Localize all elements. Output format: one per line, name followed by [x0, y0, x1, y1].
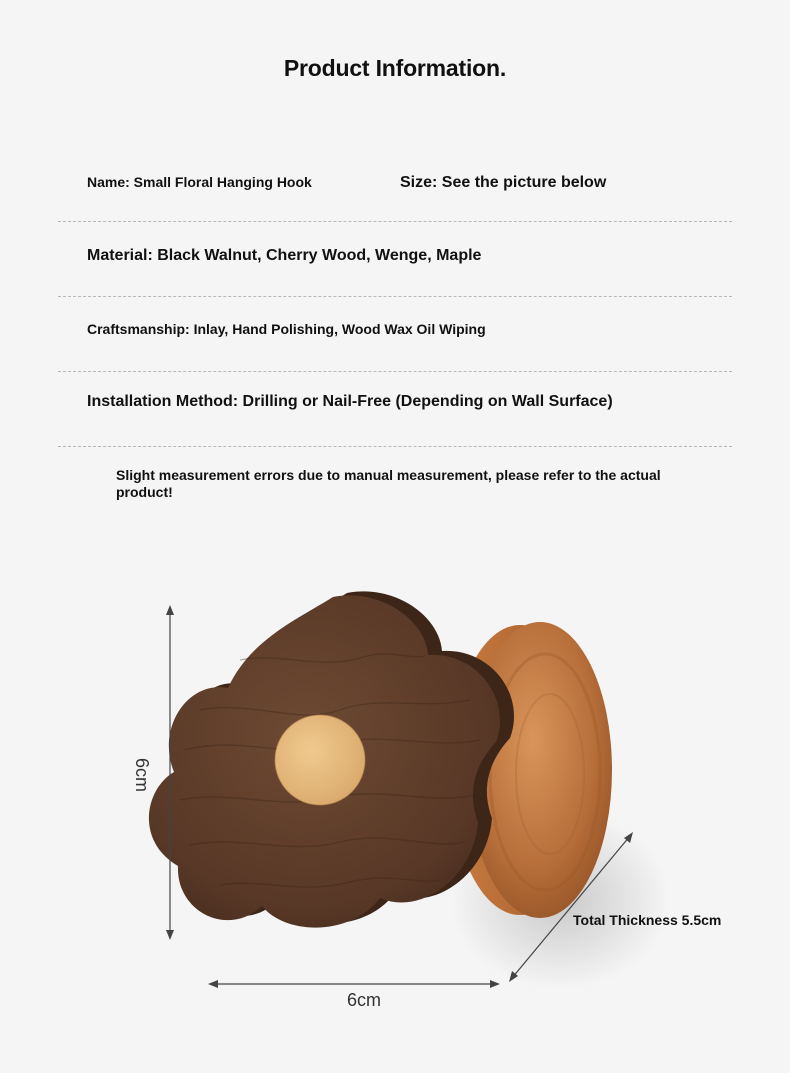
product-name: Name: Small Floral Hanging Hook: [87, 174, 312, 190]
divider: [58, 296, 732, 297]
width-label: 6cm: [347, 990, 382, 1010]
product-craftsmanship: Craftsmanship: Inlay, Hand Polishing, Wood Wax Oil Wiping: [87, 321, 486, 337]
divider: [58, 221, 732, 222]
thickness-label: Total Thickness 5.5cm: [573, 912, 722, 928]
divider: [58, 446, 732, 447]
page-title: Product Information.: [283, 55, 507, 81]
width-dimension-arrow: [208, 980, 500, 988]
height-label: 6cm: [132, 758, 152, 793]
product-material: Material: Black Walnut, Cherry Wood, Wenge, Maple: [87, 247, 482, 264]
product-installation: Installation Method: Drilling or Nail-Free (Depending on Wall Surface): [87, 393, 613, 410]
divider: [58, 371, 732, 372]
measurement-note: Slight measurement errors due to manual measurement, please refer to the actual product!: [116, 467, 661, 500]
product-image: [0, 560, 790, 1040]
height-dimension-arrow: [166, 605, 174, 940]
product-size: Size: See the picture below: [400, 174, 607, 191]
